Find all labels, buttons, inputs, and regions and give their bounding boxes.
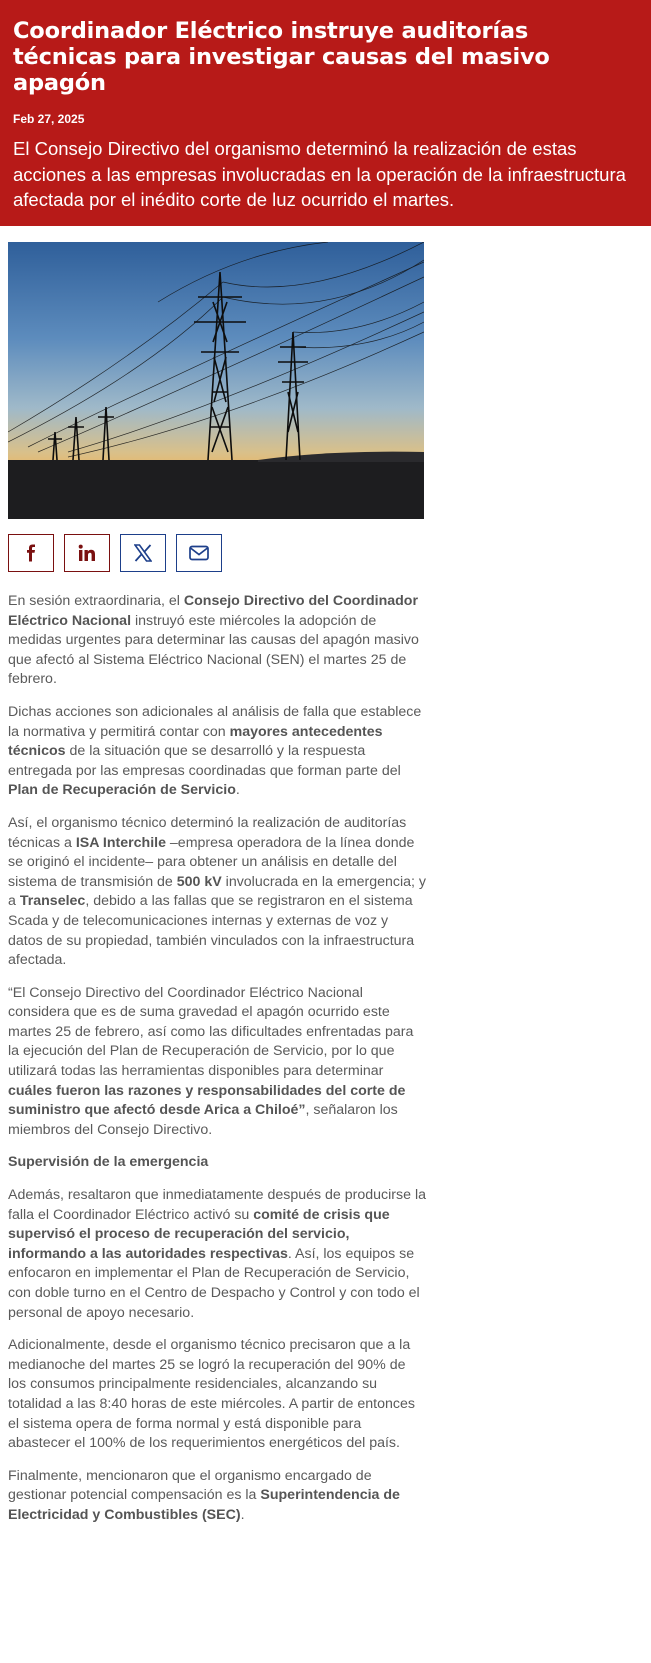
article-header [0,0,651,226]
paragraph-6: Adicionalmente, desde el organismo técnico precisaron que a la medianoche del martes 25 se logró la recuperación del 90% de los consumos principalmente residenciales, alcanzando su totalidad a las 8:40 horas de este miércoles. A partir de entonces el sistema opera de forma normal y está disponible para abastecer el 100% de los requerimientos energéticos del país. [8,1337,415,1452]
text: Finalmente, mencionaron que el organismo encargado de gestionar potencial compensación es la [8,1467,372,1504]
text: . [240,1506,245,1523]
bold-text: cuáles fueron las razones y responsabilidades del corte de suministro que afectó desde Arica a Chiloé” [8,1082,406,1119]
text: Además, resaltaron que inmediatamente después de producirse la falla el Coordinador Eléctrico activó su [8,1187,426,1223]
article-photo [8,242,424,519]
paragraph-2 [8,703,426,801]
power-towers-image [8,242,424,519]
share-facebook-button[interactable] [8,534,54,572]
share-bar [8,534,651,572]
bold-text: ISA Interchile [75,834,166,851]
text: Dichas acciones son adicionales al análisis de falla que establece la normativa y permitirá contar con [8,703,422,740]
text: “El Consejo Directivo del Coordinador Eléctrico Nacional considera que es de suma gravedad el apagón ocurrido este martes 25 de febrero, así como las dificultades enfrentadas para la ejecución del Plan de Recuperación de Servicio, por lo que utilizará todas las herramientas disponibles para determinar [8,984,414,1080]
article-body [8,592,426,1526]
bold-text: Transelec [19,893,86,910]
bold-text: Superintendencia de Electricidad y Combustibles (SEC) [8,1487,400,1523]
facebook-icon [23,544,39,562]
share-x-button[interactable] [120,534,166,572]
text: En sesión extraordinaria, el [8,593,184,609]
article-date: Feb 27, 2025 [13,112,85,126]
bold-text: Plan de Recuperación de Servicio [8,782,236,799]
bold-text: mayores antecedentes técnicos [8,723,383,760]
text: . Así, los equipos se enfocaron en implementar el Plan de Recuperación de Servicio, con doble turno en el Centro de Despacho y Control y con todo el personal de apoyo necesario. [8,1245,420,1321]
text: Así, el organismo técnico determinó la realización de auditorías técnicas a [8,814,407,851]
text: instruyó este miércoles la adopción de medidas urgentes para determinar las causas del apagón masivo que afectó al Sistema Eléctrico Nacional (SEN) el martes 25 de febrero. [8,612,419,688]
envelope-icon [189,545,209,561]
text: , señalaron los miembros del Consejo Directivo. [8,1102,398,1138]
paragraph-7 [8,1467,426,1526]
share-email-button[interactable] [176,534,222,572]
paragraph-5 [8,1186,426,1323]
paragraph-3 [8,814,426,971]
share-linkedin-button[interactable] [64,534,110,572]
x-icon [134,544,152,562]
text: de la situación que se desarrolló y la respuesta entregada por las empresas coordinadas que forman parte del [8,743,401,779]
section-heading: Supervisión de la emergencia [8,1154,209,1171]
text: , debido a las fallas que se registraron en el sistema Scada y de telecomunicaciones internas y externas de voz y datos de su propiedad, también vinculados con la infraestructura afectada. [8,893,415,969]
paragraph-4 [8,984,426,1141]
bold-text: comité de crisis que supervisó el proceso de recuperación del servicio, informando a las autoridades respectivas [8,1206,390,1262]
paragraph-1 [8,592,426,690]
text: . [235,782,240,799]
text: involucrada en la emergencia; y a [8,873,426,910]
article-title: Coordinador Eléctrico instruye auditorías técnicas para investigar causas del masivo apagón [13,18,550,96]
bold-text: 500 kV [176,873,222,890]
text: –empresa operadora de la línea donde se originó el incidente– para obtener un análisis en detalle del sistema de transmisión de [8,834,415,890]
linkedin-icon [78,544,96,562]
article-lead: El Consejo Directivo del organismo determinó la realización de estas acciones a las empresas involucradas en la operación de la infraestructura afectada por el inédito corte de luz ocurrido el martes. [13,138,626,210]
bold-text: Consejo Directivo del Coordinador Eléctrico Nacional [8,593,418,629]
